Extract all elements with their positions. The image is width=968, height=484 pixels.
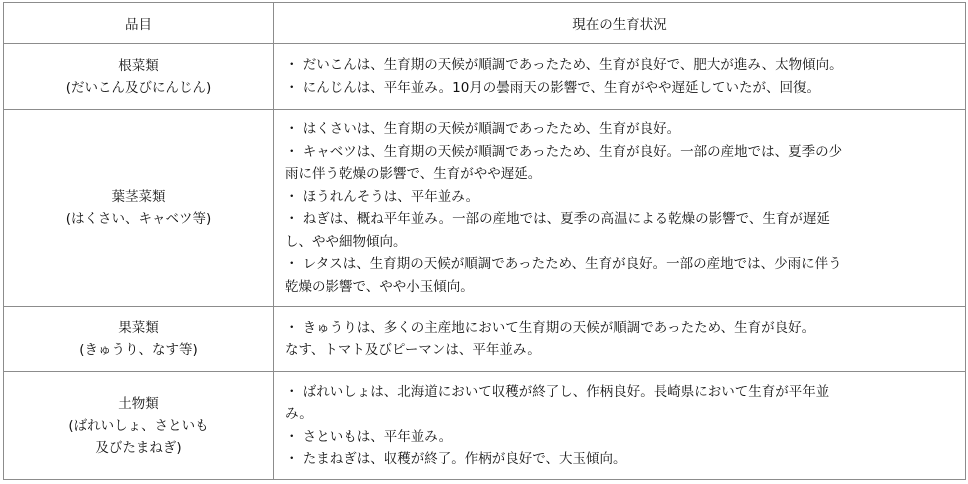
status-line: ・ だいこんは、生育期の天候が順調であったため、生育が良好で、肥大が進み、太物傾向。 [285,57,843,73]
status-line: ・ さといもは、平年並み。 [285,428,453,445]
category-name: 葉茎菜類 [111,189,166,205]
status-cell [274,307,966,372]
category-examples: (ばれいしょ、さといも [68,417,209,434]
status-line: ・ ほうれんそうは、平年並み。 [285,188,480,205]
table-header-row [4,3,966,44]
crop-status-table [3,2,966,480]
category-name: 土物類 [118,395,159,412]
status-line: ・ ばれいしょは、北海道において収穫が終了し、作柄良好。長崎県において生育が平年並 [285,383,830,400]
status-line: ・ きゅうりは、多くの主産地において生育期の天候が順調であったため、生育が良好。 [285,319,816,336]
category-cell [4,372,274,480]
category-cell [4,307,274,372]
category-name: 根菜類 [118,57,159,74]
status-cell [274,372,966,480]
category-cell [4,110,274,307]
category-name: 果菜類 [118,320,159,336]
status-line: 雨に伴う乾燥の影響で、生育がやや遅延。 [285,166,542,182]
table-row-fruit-vegetables [4,307,966,372]
column-header-status: 現在の生育状況 [274,3,966,44]
status-line: み。 [285,406,313,422]
category-examples: 及びたまねぎ) [95,439,182,456]
status-cell [274,110,966,307]
status-line: 乾燥の影響で、やや小玉傾向。 [285,278,474,295]
column-header-item: 品目 [4,3,274,44]
status-line: ・ ねぎは、概ね平年並み。一部の産地では、夏季の高温による乾燥の影響で、生育が遅延 [285,211,830,227]
category-cell [4,44,274,110]
table-row-leafy-vegetables [4,110,966,307]
status-line: ・ たまねぎは、収穫が終了。作柄が良好で、大玉傾向。 [285,451,627,467]
category-examples: (はくさい、キャベツ等) [65,211,212,227]
status-line: ・ レタスは、生育期の天候が順調であったため、生育が良好。一部の産地では、少雨に伴う [285,256,842,272]
category-examples: (きゅうり、なす等) [79,342,198,358]
status-cell [274,44,966,110]
status-line: ・ にんじんは、平年並み。10月の曇雨天の影響で、生育がやや遅延していたが、回復。 [285,79,821,96]
status-line: し、やや細物傾向。 [285,233,407,250]
status-line: ・ キャベツは、生育期の天候が順調であったため、生育が良好。一部の産地では、夏季の少 [285,143,843,160]
category-examples: (だいこん及びにんじん) [65,79,212,96]
status-line: ・ はくさいは、生育期の天候が順調であったため、生育が良好。 [285,121,681,137]
status-line: なす、トマト及びピーマンは、平年並み。 [285,342,541,358]
table-row-root-crops [4,372,966,480]
table-row-root-vegetables [4,44,966,110]
